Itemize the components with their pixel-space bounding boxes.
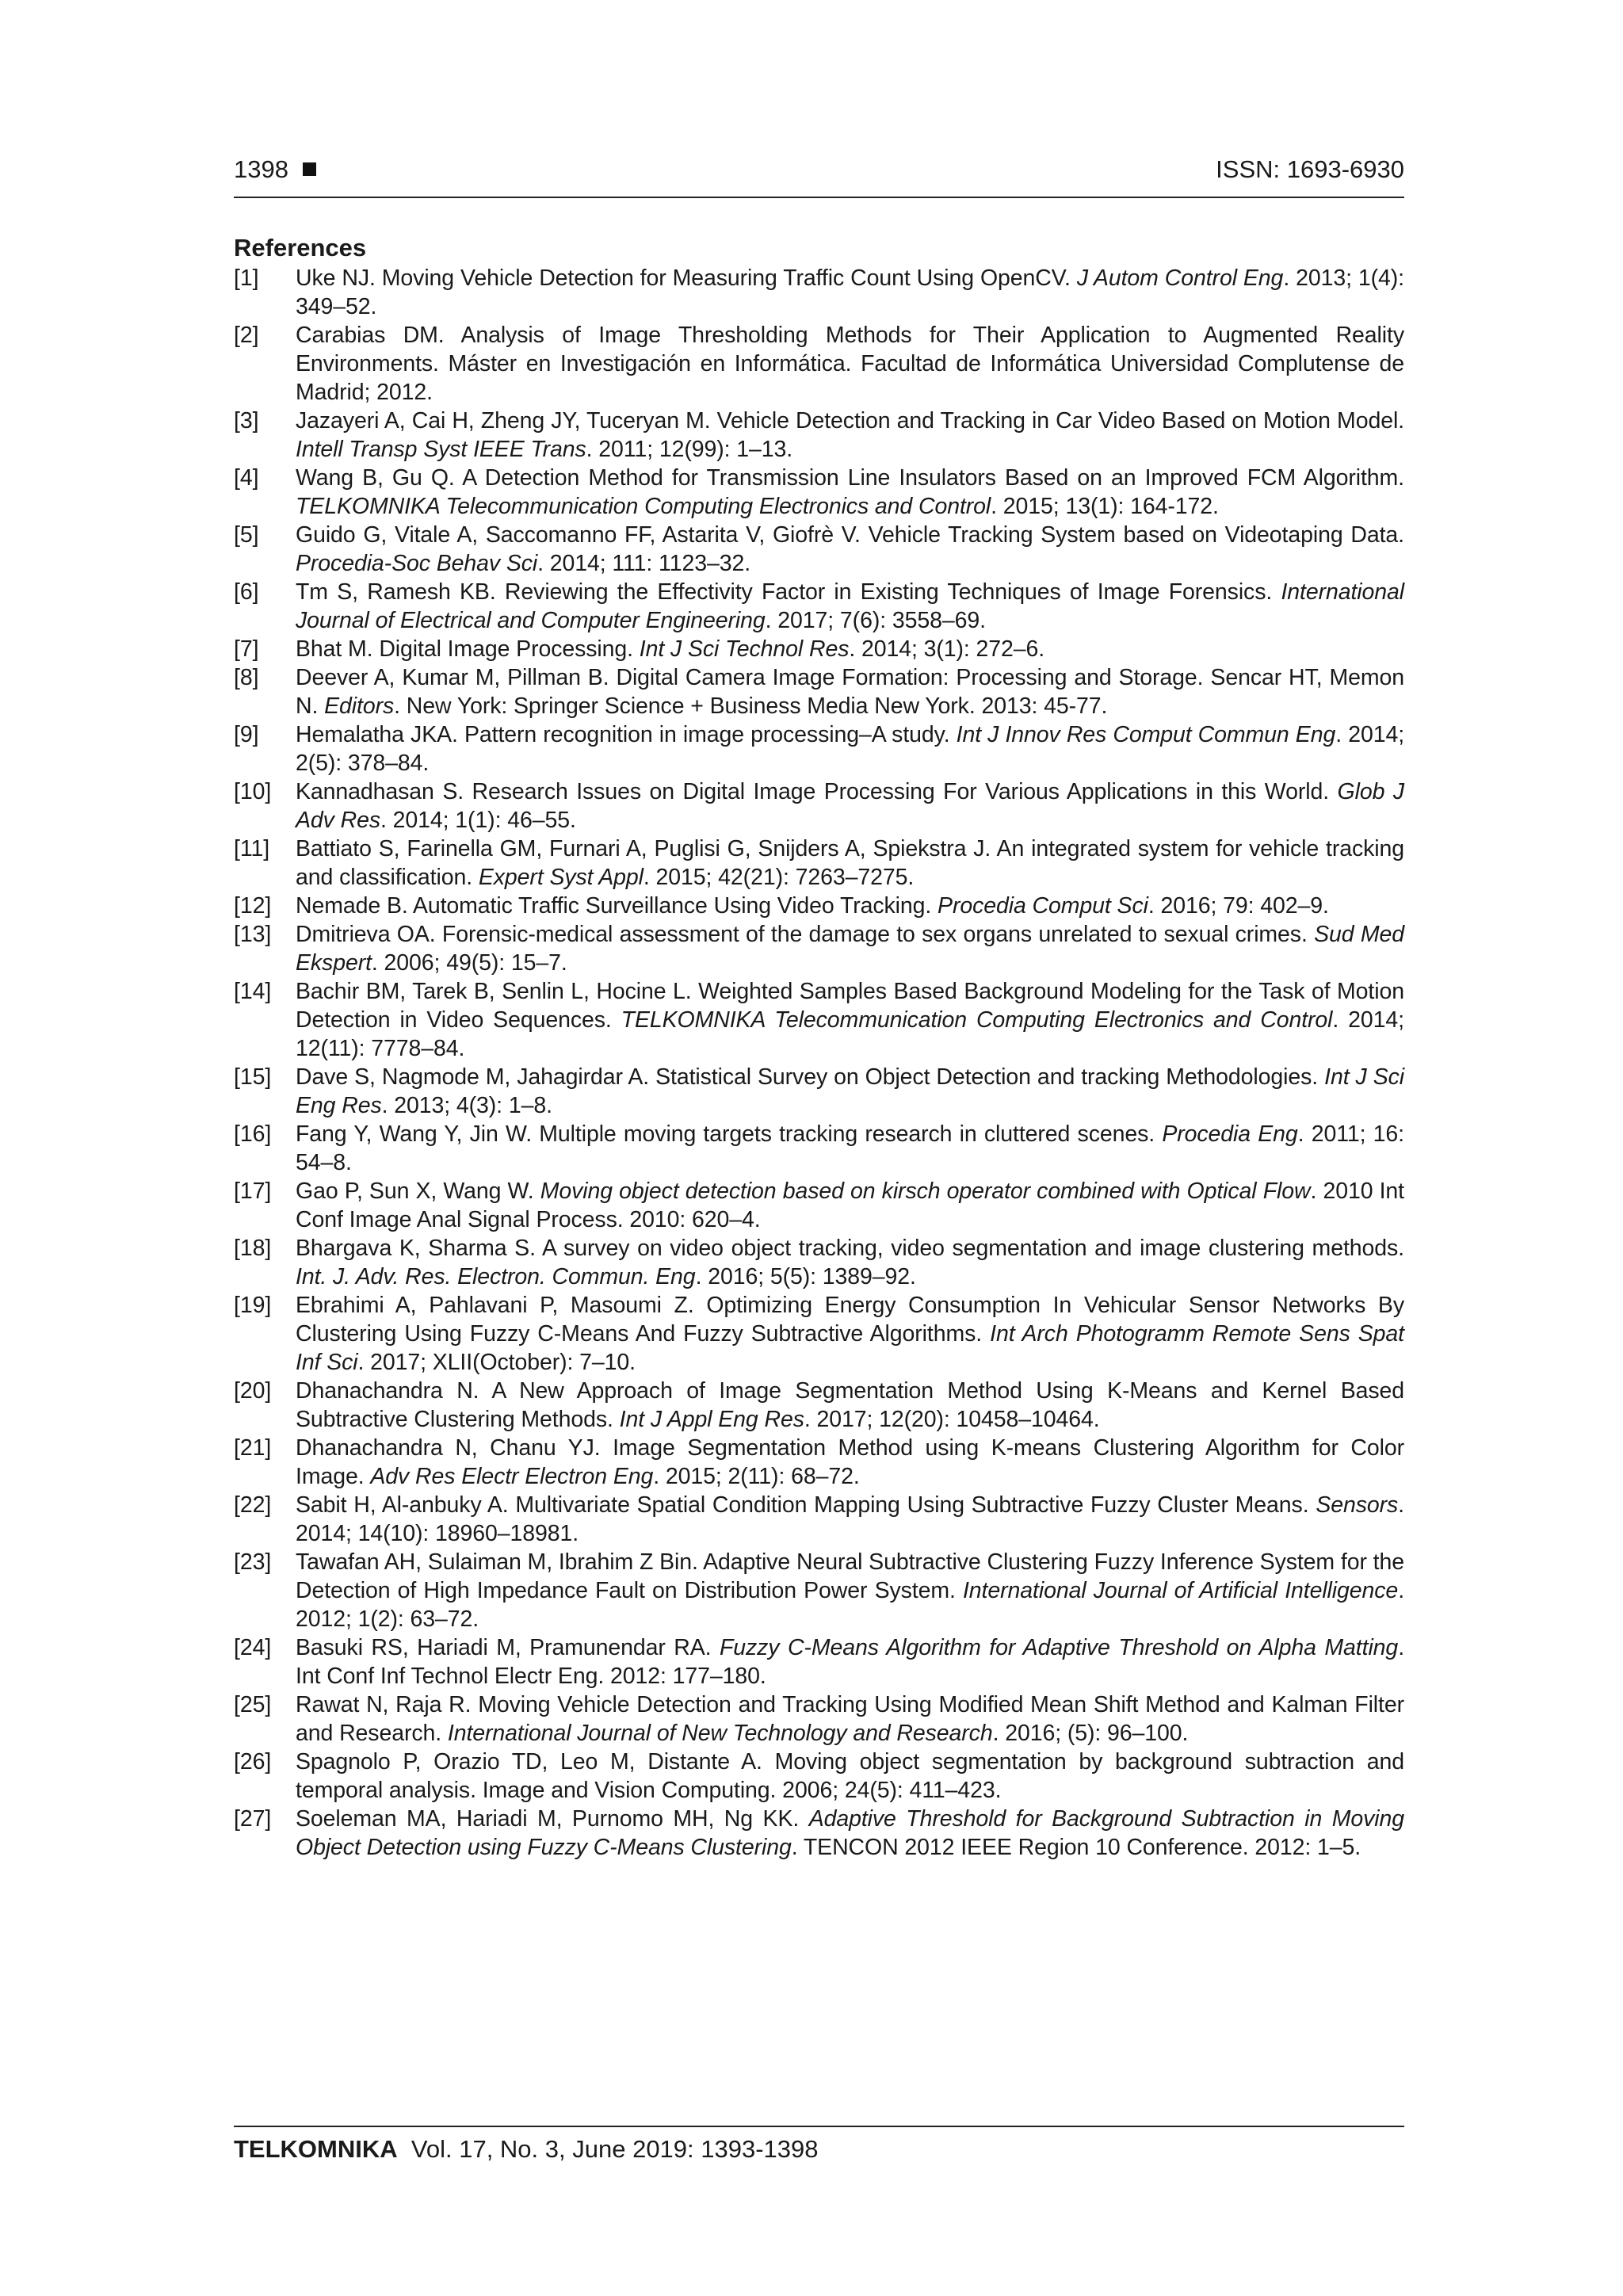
- reference-item: [234, 578, 1404, 635]
- reference-details: . 2014; 1(1): 46–55.: [380, 808, 576, 833]
- reference-number: [25]: [234, 1692, 272, 1717]
- reference-item: [234, 1690, 1404, 1748]
- reference-text: Ebrahimi A, Pahlavani P, Masoumi Z. Optimizing Energy Consumption In Vehicular Sensor Networks By Clustering Using Fuzzy C-Means And Fuzzy Subtractive Algorithms.: [296, 1293, 1404, 1347]
- page-number: 1398: [234, 155, 316, 184]
- reference-number: [2]: [234, 323, 259, 348]
- reference-list: [234, 264, 1404, 1862]
- reference-number: [8]: [234, 665, 259, 690]
- reference-number: [27]: [234, 1806, 272, 1832]
- reference-text: Gao P, Sun X, Wang W.: [296, 1179, 540, 1204]
- reference-source: Int J Appl Eng Res: [619, 1407, 804, 1432]
- reference-details: . 2016; 79: 402–9.: [1148, 893, 1329, 919]
- reference-item: [234, 407, 1404, 464]
- reference-source: TELKOMNIKA Telecommunication Computing Electronics and Control: [621, 1007, 1333, 1033]
- reference-text: Deever A, Kumar M, Pillman B. Digital Camera Image Formation: Processing and Storage. Sencar HT, Memon N.: [296, 665, 1404, 719]
- reference-number: [20]: [234, 1378, 272, 1404]
- reference-number: [18]: [234, 1236, 272, 1261]
- reference-source: Glob J Adv Res: [296, 779, 1404, 833]
- reference-number: [14]: [234, 979, 272, 1004]
- reference-text: Tm S, Ramesh KB. Reviewing the Effectivity Factor in Existing Techniques of Image Forensics.: [296, 579, 1281, 605]
- references-heading: References: [234, 234, 367, 262]
- reference-item: [234, 892, 1404, 920]
- reference-details: . 2016; 5(5): 1389–92.: [695, 1264, 916, 1289]
- reference-details: . 2014; 2(5): 378–84.: [296, 722, 1405, 776]
- reference-number: [23]: [234, 1549, 272, 1575]
- reference-text: Basuki RS, Hariadi M, Pramunendar RA.: [296, 1635, 720, 1660]
- reference-details: . 2015; 42(21): 7263–7275.: [643, 865, 915, 890]
- reference-number: [1]: [234, 266, 259, 291]
- reference-item: [234, 1434, 1404, 1491]
- reference-source: Int Arch Photogramm Remote Sens Spat Inf Sci: [296, 1321, 1404, 1375]
- reference-source: Procedia Comput Sci: [938, 893, 1148, 919]
- reference-details: . 2017; 12(20): 10458–10464.: [804, 1407, 1100, 1432]
- reference-number: [26]: [234, 1749, 272, 1775]
- reference-details: . 2011; 16: 54–8.: [296, 1121, 1405, 1175]
- reference-text: Wang B, Gu Q. A Detection Method for Transmission Line Insulators Based on an Improved FCM Algorithm.: [296, 465, 1404, 491]
- reference-text: Dave S, Nagmode M, Jahagirdar A. Statistical Survey on Object Detection and tracking Methodologies.: [296, 1064, 1325, 1090]
- page-header: [234, 155, 1404, 198]
- reference-details: . Int Conf Inf Technol Electr Eng. 2012: 177–180.: [296, 1635, 1405, 1689]
- reference-text: Nemade B. Automatic Traffic Surveillance Using Video Tracking.: [296, 893, 938, 919]
- reference-text: Bhargava K, Sharma S. A survey on video object tracking, video segmentation and image clustering methods.: [296, 1236, 1404, 1261]
- reference-text: Rawat N, Raja R. Moving Vehicle Detection and Tracking Using Modified Mean Shift Method and Kalman Filter and Research.: [296, 1692, 1404, 1746]
- reference-details: . New York: Springer Science + Business Media New York. 2013: 45-77.: [394, 693, 1108, 719]
- reference-item: [234, 1805, 1404, 1862]
- reference-source: Moving object detection based on kirsch operator combined with Optical Flow: [540, 1179, 1311, 1204]
- reference-details: . 2011; 12(99): 1–13.: [586, 437, 793, 462]
- reference-item: [234, 663, 1404, 720]
- reference-item: [234, 1633, 1404, 1690]
- reference-details: . TENCON 2012 IEEE Region 10 Conference. 2012: 1–5.: [791, 1835, 1361, 1860]
- reference-number: [12]: [234, 893, 272, 919]
- reference-item: [234, 1234, 1404, 1291]
- journal-issue-details: Vol. 17, No. 3, June 2019: 1393-1398: [411, 2135, 819, 2163]
- reference-text: Battiato S, Farinella GM, Furnari A, Puglisi G, Snijders A, Spiekstra J. An integrated system for vehicle tracking and classification.: [296, 836, 1404, 890]
- reference-source: Adaptive Threshold for Background Subtraction in Moving Object Detection using Fuzzy C-Means Clustering: [296, 1806, 1404, 1860]
- reference-number: [21]: [234, 1435, 272, 1461]
- reference-source: Sud Med Ekspert: [296, 922, 1404, 976]
- reference-source: J Autom Control Eng: [1076, 266, 1284, 291]
- reference-details: . 2015; 13(1): 164-172.: [991, 494, 1219, 519]
- reference-source: International Journal of New Technology and Research: [447, 1721, 993, 1746]
- reference-item: [234, 920, 1404, 977]
- reference-text: Tawafan AH, Sulaiman M, Ibrahim Z Bin. Adaptive Neural Subtractive Clustering Fuzzy Inference System for the Detection of High Impedance Fault on Distribution Power System.: [296, 1549, 1404, 1603]
- reference-number: [10]: [234, 779, 272, 804]
- reference-source: International Journal of Electrical and Computer Engineering: [296, 579, 1404, 633]
- reference-details: . 2010 Int Conf Image Anal Signal Process. 2010: 620–4.: [296, 1179, 1404, 1232]
- reference-details: . 2014; 111: 1123–32.: [537, 551, 751, 576]
- reference-number: [13]: [234, 922, 272, 947]
- reference-number: [17]: [234, 1179, 272, 1204]
- reference-source: International Journal of Artificial Intelligence: [962, 1578, 1399, 1603]
- reference-number: [16]: [234, 1121, 272, 1147]
- reference-item: [234, 1548, 1404, 1633]
- reference-number: [9]: [234, 722, 259, 747]
- reference-text: Soeleman MA, Hariadi M, Purnomo MH, Ng KK.: [296, 1806, 809, 1832]
- reference-item: [234, 1063, 1404, 1120]
- reference-text: Dhanachandra N. A New Approach of Image Segmentation Method Using K-Means and Kernel Based Subtractive Clustering Methods.: [296, 1378, 1404, 1432]
- reference-item: [234, 835, 1404, 892]
- reference-source: Intell Transp Syst IEEE Trans: [296, 437, 586, 462]
- reference-source: Procedia Eng: [1162, 1121, 1298, 1147]
- reference-source: Int J Sci Technol Res: [639, 636, 850, 662]
- reference-number: [22]: [234, 1492, 272, 1518]
- reference-number: [15]: [234, 1064, 272, 1090]
- issn: ISSN: 1693-6930: [1216, 155, 1404, 183]
- reference-text: Guido G, Vitale A, Saccomanno FF, Astarita V, Giofrè V. Vehicle Tracking System based on Videotaping Data.: [296, 522, 1404, 548]
- reference-text: Uke NJ. Moving Vehicle Detection for Measuring Traffic Count Using OpenCV.: [296, 266, 1077, 291]
- square-bullet-icon: [303, 162, 316, 176]
- reference-source: Sensors: [1316, 1492, 1399, 1518]
- reference-text: Carabias DM. Analysis of Image Thresholding Methods for Their Application to Augmented Reality Environments. Máster en Investigación en Informática. Facultad de Informática Universidad Complutense de Madrid; 2012.: [296, 323, 1404, 405]
- reference-details: . 2014; 14(10): 18960–18981.: [296, 1492, 1404, 1546]
- reference-item: [234, 1177, 1404, 1234]
- reference-text: Kannadhasan S. Research Issues on Digital Image Processing For Various Applications in this World.: [296, 779, 1338, 804]
- reference-text: Sabit H, Al-anbuky A. Multivariate Spatial Condition Mapping Using Subtractive Fuzzy Cluster Means.: [296, 1492, 1316, 1518]
- reference-number: [24]: [234, 1635, 272, 1660]
- reference-item: [234, 635, 1404, 663]
- reference-item: [234, 1748, 1404, 1805]
- reference-source: TELKOMNIKA Telecommunication Computing Electronics and Control: [296, 494, 991, 519]
- reference-source: Expert Syst Appl: [478, 865, 643, 890]
- reference-number: [4]: [234, 465, 259, 491]
- reference-number: [11]: [234, 836, 270, 861]
- reference-item: [234, 977, 1404, 1063]
- reference-details: . 2013; 1(4): 349–52.: [296, 266, 1404, 319]
- reference-details: . 2014; 12(11): 7778–84.: [296, 1007, 1404, 1061]
- reference-details: . 2015; 2(11): 68–72.: [653, 1464, 860, 1489]
- reference-text: Bhat M. Digital Image Processing.: [296, 636, 640, 662]
- reference-details: . 2017; XLII(October): 7–10.: [357, 1350, 636, 1375]
- reference-details: . 2016; (5): 96–100.: [992, 1721, 1189, 1746]
- reference-text: Jazayeri A, Cai H, Zheng JY, Tuceryan M. Vehicle Detection and Tracking in Car Video Based on Motion Model.: [296, 408, 1404, 434]
- page-footer: [234, 2126, 1404, 2165]
- reference-details: . 2013; 4(3): 1–8.: [381, 1093, 552, 1118]
- reference-number: [19]: [234, 1293, 272, 1318]
- reference-item: [234, 1377, 1404, 1434]
- reference-item: [234, 1120, 1404, 1177]
- reference-source: Editors: [324, 693, 395, 719]
- reference-item: [234, 321, 1404, 407]
- reference-item: [234, 464, 1404, 521]
- reference-source: Procedia-Soc Behav Sci: [296, 551, 538, 576]
- journal-name: TELKOMNIKA: [234, 2135, 398, 2163]
- reference-item: [234, 1291, 1404, 1377]
- reference-number: [5]: [234, 522, 259, 548]
- reference-details: . 2017; 7(6): 3558–69.: [765, 608, 986, 633]
- reference-item: [234, 521, 1404, 578]
- reference-item: [234, 264, 1404, 321]
- reference-item: [234, 777, 1404, 835]
- reference-text: Hemalatha JKA. Pattern recognition in image processing–A study.: [296, 722, 957, 747]
- reference-item: [234, 1491, 1404, 1548]
- reference-source: Adv Res Electr Electron Eng: [370, 1464, 654, 1489]
- reference-source: Int. J. Adv. Res. Electron. Commun. Eng: [296, 1264, 696, 1289]
- reference-source: Int J Sci Eng Res: [296, 1064, 1405, 1118]
- reference-details: . 2012; 1(2): 63–72.: [296, 1578, 1405, 1632]
- references-section: [234, 234, 1404, 1862]
- reference-details: . 2006; 49(5): 15–7.: [371, 950, 567, 976]
- reference-text: Dmitrieva OA. Forensic-medical assessment of the damage to sex organs unrelated to sexual crimes.: [296, 922, 1315, 947]
- reference-number: [6]: [234, 579, 259, 605]
- reference-source: Int J Innov Res Comput Commun Eng: [956, 722, 1336, 747]
- reference-text: Fang Y, Wang Y, Jin W. Multiple moving targets tracking research in cluttered scenes.: [296, 1121, 1163, 1147]
- reference-details: . 2014; 3(1): 272–6.: [849, 636, 1045, 662]
- reference-number: [7]: [234, 636, 259, 662]
- reference-number: [3]: [234, 408, 259, 434]
- reference-text: Bachir BM, Tarek B, Senlin L, Hocine L. Weighted Samples Based Background Modeling for the Task of Motion Detection in Video Sequences.: [296, 979, 1404, 1033]
- reference-text: Dhanachandra N, Chanu YJ. Image Segmentation Method using K-means Clustering Algorithm for Color Image.: [296, 1435, 1404, 1489]
- reference-item: [234, 720, 1404, 777]
- reference-source: Fuzzy C-Means Algorithm for Adaptive Threshold on Alpha Matting: [719, 1635, 1399, 1660]
- reference-text: Spagnolo P, Orazio TD, Leo M, Distante A. Moving object segmentation by background subtraction and temporal analysis. Image and Vision Computing. 2006; 24(5): 411–423.: [296, 1749, 1404, 1803]
